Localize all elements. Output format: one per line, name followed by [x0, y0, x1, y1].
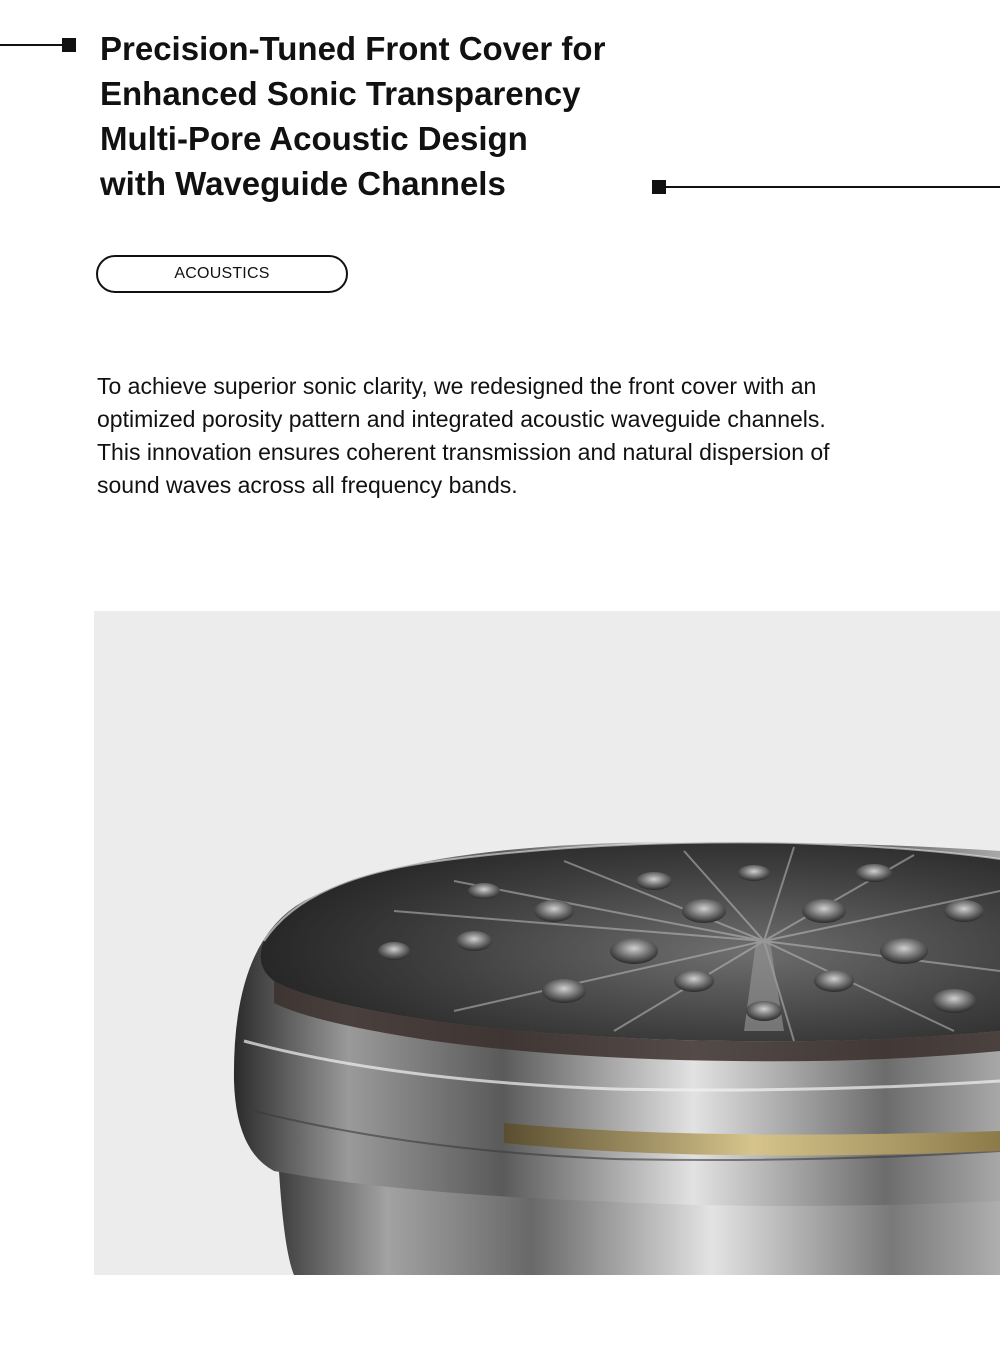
- description-line-1: To achieve superior sonic clarity, we redesigned the front cover with an: [97, 373, 817, 399]
- description-line-3: This innovation ensures coherent transmission and natural dispersion of: [97, 439, 830, 465]
- decorative-square-right: [652, 180, 666, 194]
- product-render: [94, 611, 1000, 1275]
- earphone-cover-illustration: [94, 611, 1000, 1275]
- headline-line-4: with Waveguide Channels: [100, 165, 506, 202]
- decorative-square-left: [62, 38, 76, 52]
- headline-line-2: Enhanced Sonic Transparency: [100, 75, 581, 112]
- decorative-rule-right: [666, 186, 1000, 188]
- headline: [100, 26, 605, 206]
- category-tag: [96, 255, 348, 293]
- headline-line-3: Multi-Pore Acoustic Design: [100, 120, 528, 157]
- description-line-2: optimized porosity pattern and integrated acoustic waveguide channels.: [97, 406, 826, 432]
- headline-line-1: Precision-Tuned Front Cover for: [100, 30, 606, 67]
- description-paragraph: [97, 370, 957, 502]
- description-line-4: sound waves across all frequency bands.: [97, 472, 518, 498]
- category-tag-label: ACOUSTICS: [174, 265, 270, 282]
- decorative-rule-left: [0, 44, 62, 46]
